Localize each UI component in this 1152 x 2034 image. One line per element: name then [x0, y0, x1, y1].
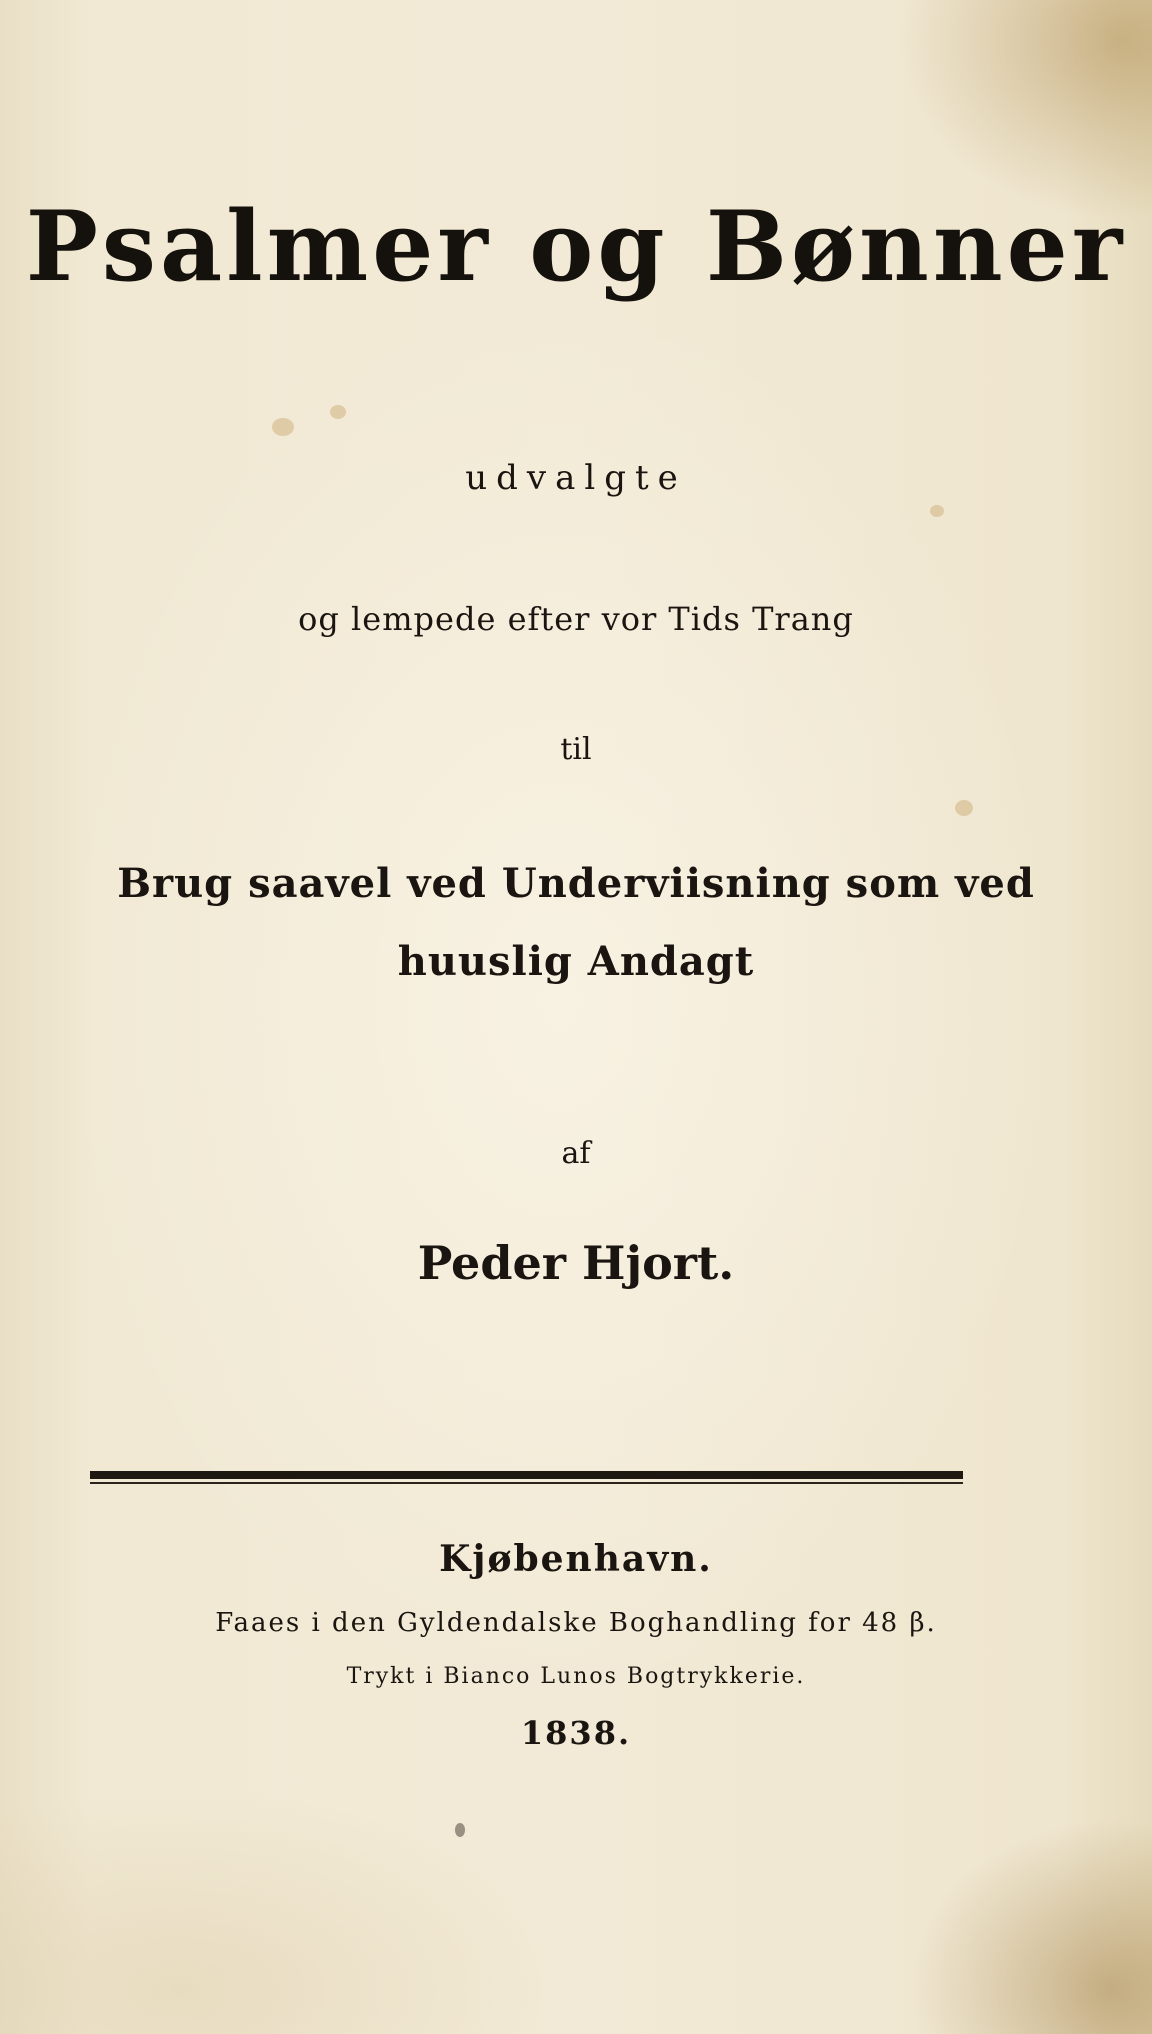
imprint-year: 1838.: [520, 1714, 632, 1752]
subtitle-lempede: og lempede efter vor Tids Trang: [298, 600, 854, 638]
divider-rule-thick: [90, 1471, 963, 1479]
divider-rule-thin: [90, 1482, 963, 1484]
book-title: Psalmer og Bønner: [25, 190, 1127, 303]
subtitle-til: til: [560, 732, 592, 767]
foxing-spot: [272, 418, 294, 436]
foxing-spot: [930, 505, 944, 517]
byline-af: af: [561, 1136, 591, 1171]
purpose-line-1: Brug saavel ved Underviisning som ved: [117, 860, 1035, 907]
purpose-line-2: huuslig Andagt: [397, 938, 755, 985]
foxing-spot: [330, 405, 346, 419]
imprint-printer: Trykt i Bianco Lunos Bogtrykkerie.: [346, 1664, 806, 1689]
imprint-sold-at: Faaes i den Gyldendalske Boghandling for 48 β.: [215, 1608, 937, 1638]
foxing-spot: [955, 800, 973, 816]
ink-speck: [455, 1823, 465, 1837]
author-name: Peder Hjort.: [417, 1236, 735, 1290]
imprint-city: Kjøbenhavn.: [439, 1538, 713, 1580]
subtitle-udvalgte: udvalgte: [465, 458, 687, 498]
